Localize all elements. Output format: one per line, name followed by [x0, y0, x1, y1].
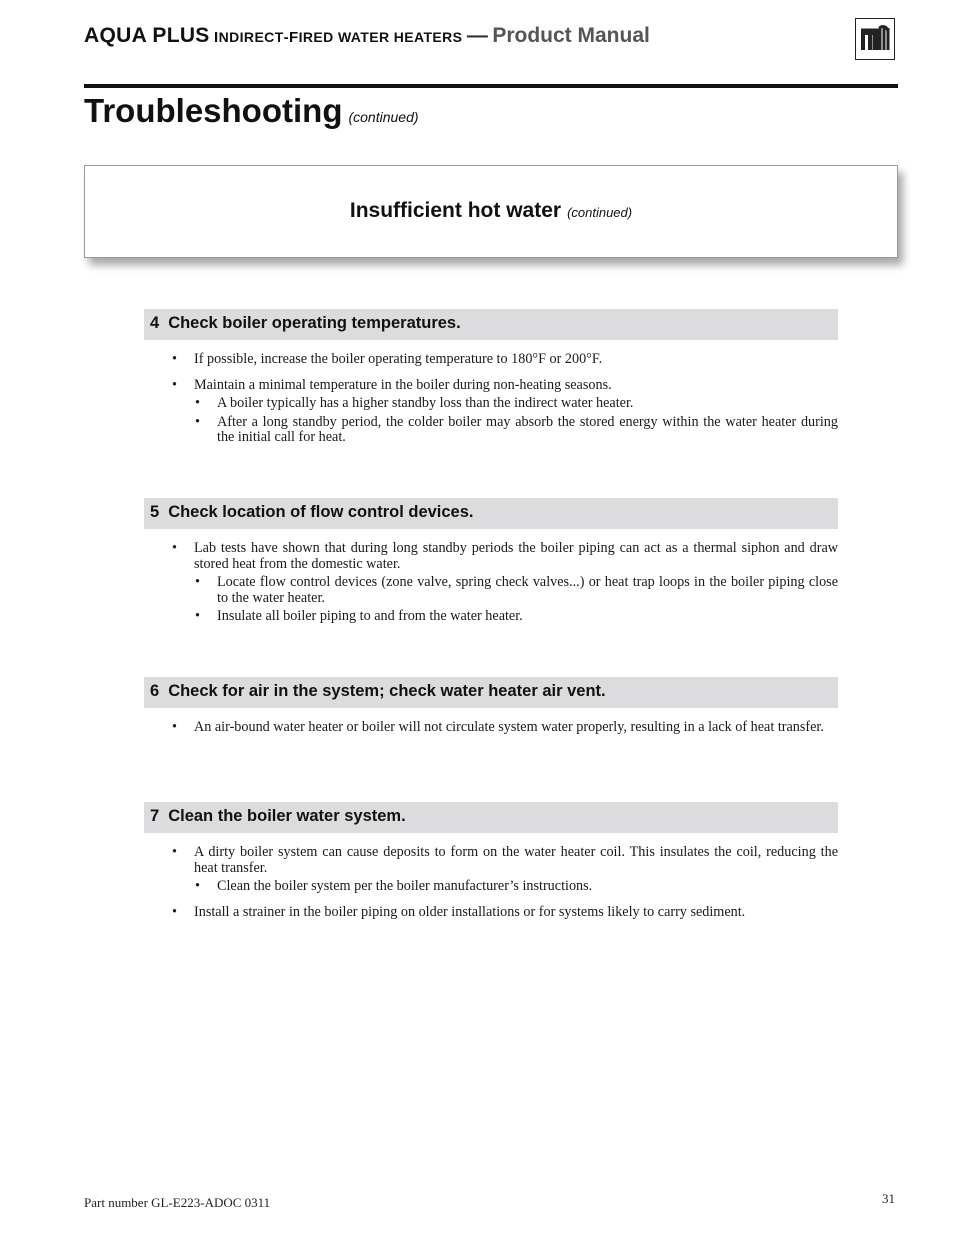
topic-title-continued: (continued) [567, 205, 633, 220]
sub-list-item: • Insulate all boiler piping to and from the water heater. [195, 608, 523, 624]
section-heading [144, 677, 838, 708]
page-number: 31 [882, 1191, 895, 1206]
bullet-text: A dirty boiler system can cause deposits to form on the water heater coil. This insulates the coil, reducing the heat transfer. [194, 844, 838, 876]
topic-panel [84, 165, 898, 258]
list-item: • Install a strainer in the boiler piping on older installations or for systems likely to carry sediment. [172, 903, 746, 920]
list-item: • An air-bound water heater or boiler will not circulate system water properly, resulting in a lack of heat transfer. [172, 719, 824, 735]
subtitle-initial-1: I [214, 29, 219, 46]
section-number: 6 [150, 682, 160, 700]
manual-label: Product Manual [492, 24, 650, 47]
section-number: 4 [150, 314, 160, 332]
wm-logo-icon [855, 18, 895, 60]
part-number: Part number GL-E223-ADOC 0311 [84, 1195, 271, 1210]
bullet-list [144, 352, 838, 446]
sub-bullet-list [194, 575, 838, 625]
section-7 [144, 802, 838, 930]
section-heading [144, 802, 838, 833]
sub-list-item: • After a long standby period, the colder boiler may absorb the stored energy within the water heater during the initial call for heat. [195, 413, 838, 445]
list-item: • Lab tests have shown that during long standby periods the boiler piping can act as a thermal siphon and draw stored heat from the domestic water. • Locate flow control devices (zone valve, spring check valves...) or heat trap loops in the boiler piping close to the water heater. • Insulate all boiler piping to and from the water heater. [172, 540, 838, 624]
section-title: Check location of flow control devices. [168, 503, 474, 521]
sub-bullet-text: A boiler typically has a higher standby loss than the indirect water heater. [217, 395, 634, 411]
section-title: Check boiler operating temperatures. [168, 314, 461, 332]
section-title: Check for air in the system; check water heater air vent. [168, 682, 606, 700]
list-item: • If possible, increase the boiler operating temperature to 180°F or 200°F. [172, 351, 603, 367]
topic-title [85, 199, 897, 223]
header-dash: — [466, 24, 488, 47]
section-5 [144, 498, 838, 635]
page-title-text: Troubleshooting [84, 92, 343, 129]
bullet-list [144, 845, 838, 920]
section-number: 7 [150, 807, 160, 825]
bullet-list [144, 720, 838, 736]
subtitle-rest-1: NDIRECT [218, 29, 284, 45]
bullet-text: An air-bound water heater or boiler will not circulate system water properly, resulting in a lack of heat transfer. [194, 719, 824, 735]
sub-list-item: • A boiler typically has a higher standby loss than the indirect water heater. [195, 395, 634, 411]
sub-bullet-list [194, 879, 838, 895]
topic-title-text: Insufficient hot water [349, 199, 562, 222]
list-item: • Maintain a minimal temperature in the boiler during non-heating seasons. • A boiler typically has a higher standby loss than the indirect water heater. • After a long standby period, the colder boiler may absorb the stored energy within the water heater during the initial call for heat. [172, 376, 838, 445]
sub-bullet-list [194, 396, 838, 446]
bullet-text: Lab tests have shown that during long standby periods the boiler piping can act as a thermal siphon and draw stored heat from the domestic water. [194, 540, 838, 572]
sub-bullet-text: Locate flow control devices (zone valve, spring check valves...) or heat trap loops in the boiler piping close to the water heater. [217, 574, 838, 606]
sub-bullet-text: After a long standby period, the colder boiler may absorb the stored energy within the water heater during the initial call for heat. [217, 413, 838, 445]
subtitle-rest-2: IRED WATER HEATERS [298, 29, 463, 45]
section-4 [144, 309, 838, 456]
product-subtitle [214, 29, 462, 46]
section-number: 5 [150, 503, 160, 521]
bullet-text: Install a strainer in the boiler piping on older installations or for systems likely to carry sediment. [194, 903, 746, 920]
sub-list-item: • Locate flow control devices (zone valve, spring check valves...) or heat trap loops in the boiler piping close to the water heater. [195, 574, 838, 606]
bullet-list [144, 541, 838, 625]
section-title: Clean the boiler water system. [168, 807, 406, 825]
page-header [84, 24, 784, 48]
header-rule [84, 84, 898, 88]
sub-bullet-text: Clean the boiler system per the boiler manufacturer’s instructions. [217, 878, 593, 894]
subtitle-initial-2: -F [283, 29, 299, 46]
sub-bullet-text: Insulate all boiler piping to and from the water heater. [217, 608, 523, 624]
section-heading [144, 498, 838, 529]
section-6 [144, 677, 838, 746]
sub-list-item: • Clean the boiler system per the boiler manufacturer’s instructions. [195, 878, 593, 894]
bullet-text: Maintain a minimal temperature in the boiler during non-heating seasons. [194, 376, 612, 393]
brand-name: AQUA PLUS [84, 24, 210, 47]
bullet-text: If possible, increase the boiler operating temperature to 180°F or 200°F. [194, 351, 603, 367]
page-title-continued: (continued) [348, 109, 419, 125]
list-item: • A dirty boiler system can cause deposits to form on the water heater coil. This insulates the coil, reducing the heat transfer. • Clean the boiler system per the boiler manufacturer’s instructions. [172, 844, 838, 894]
page-title [84, 92, 419, 130]
section-heading [144, 309, 838, 340]
